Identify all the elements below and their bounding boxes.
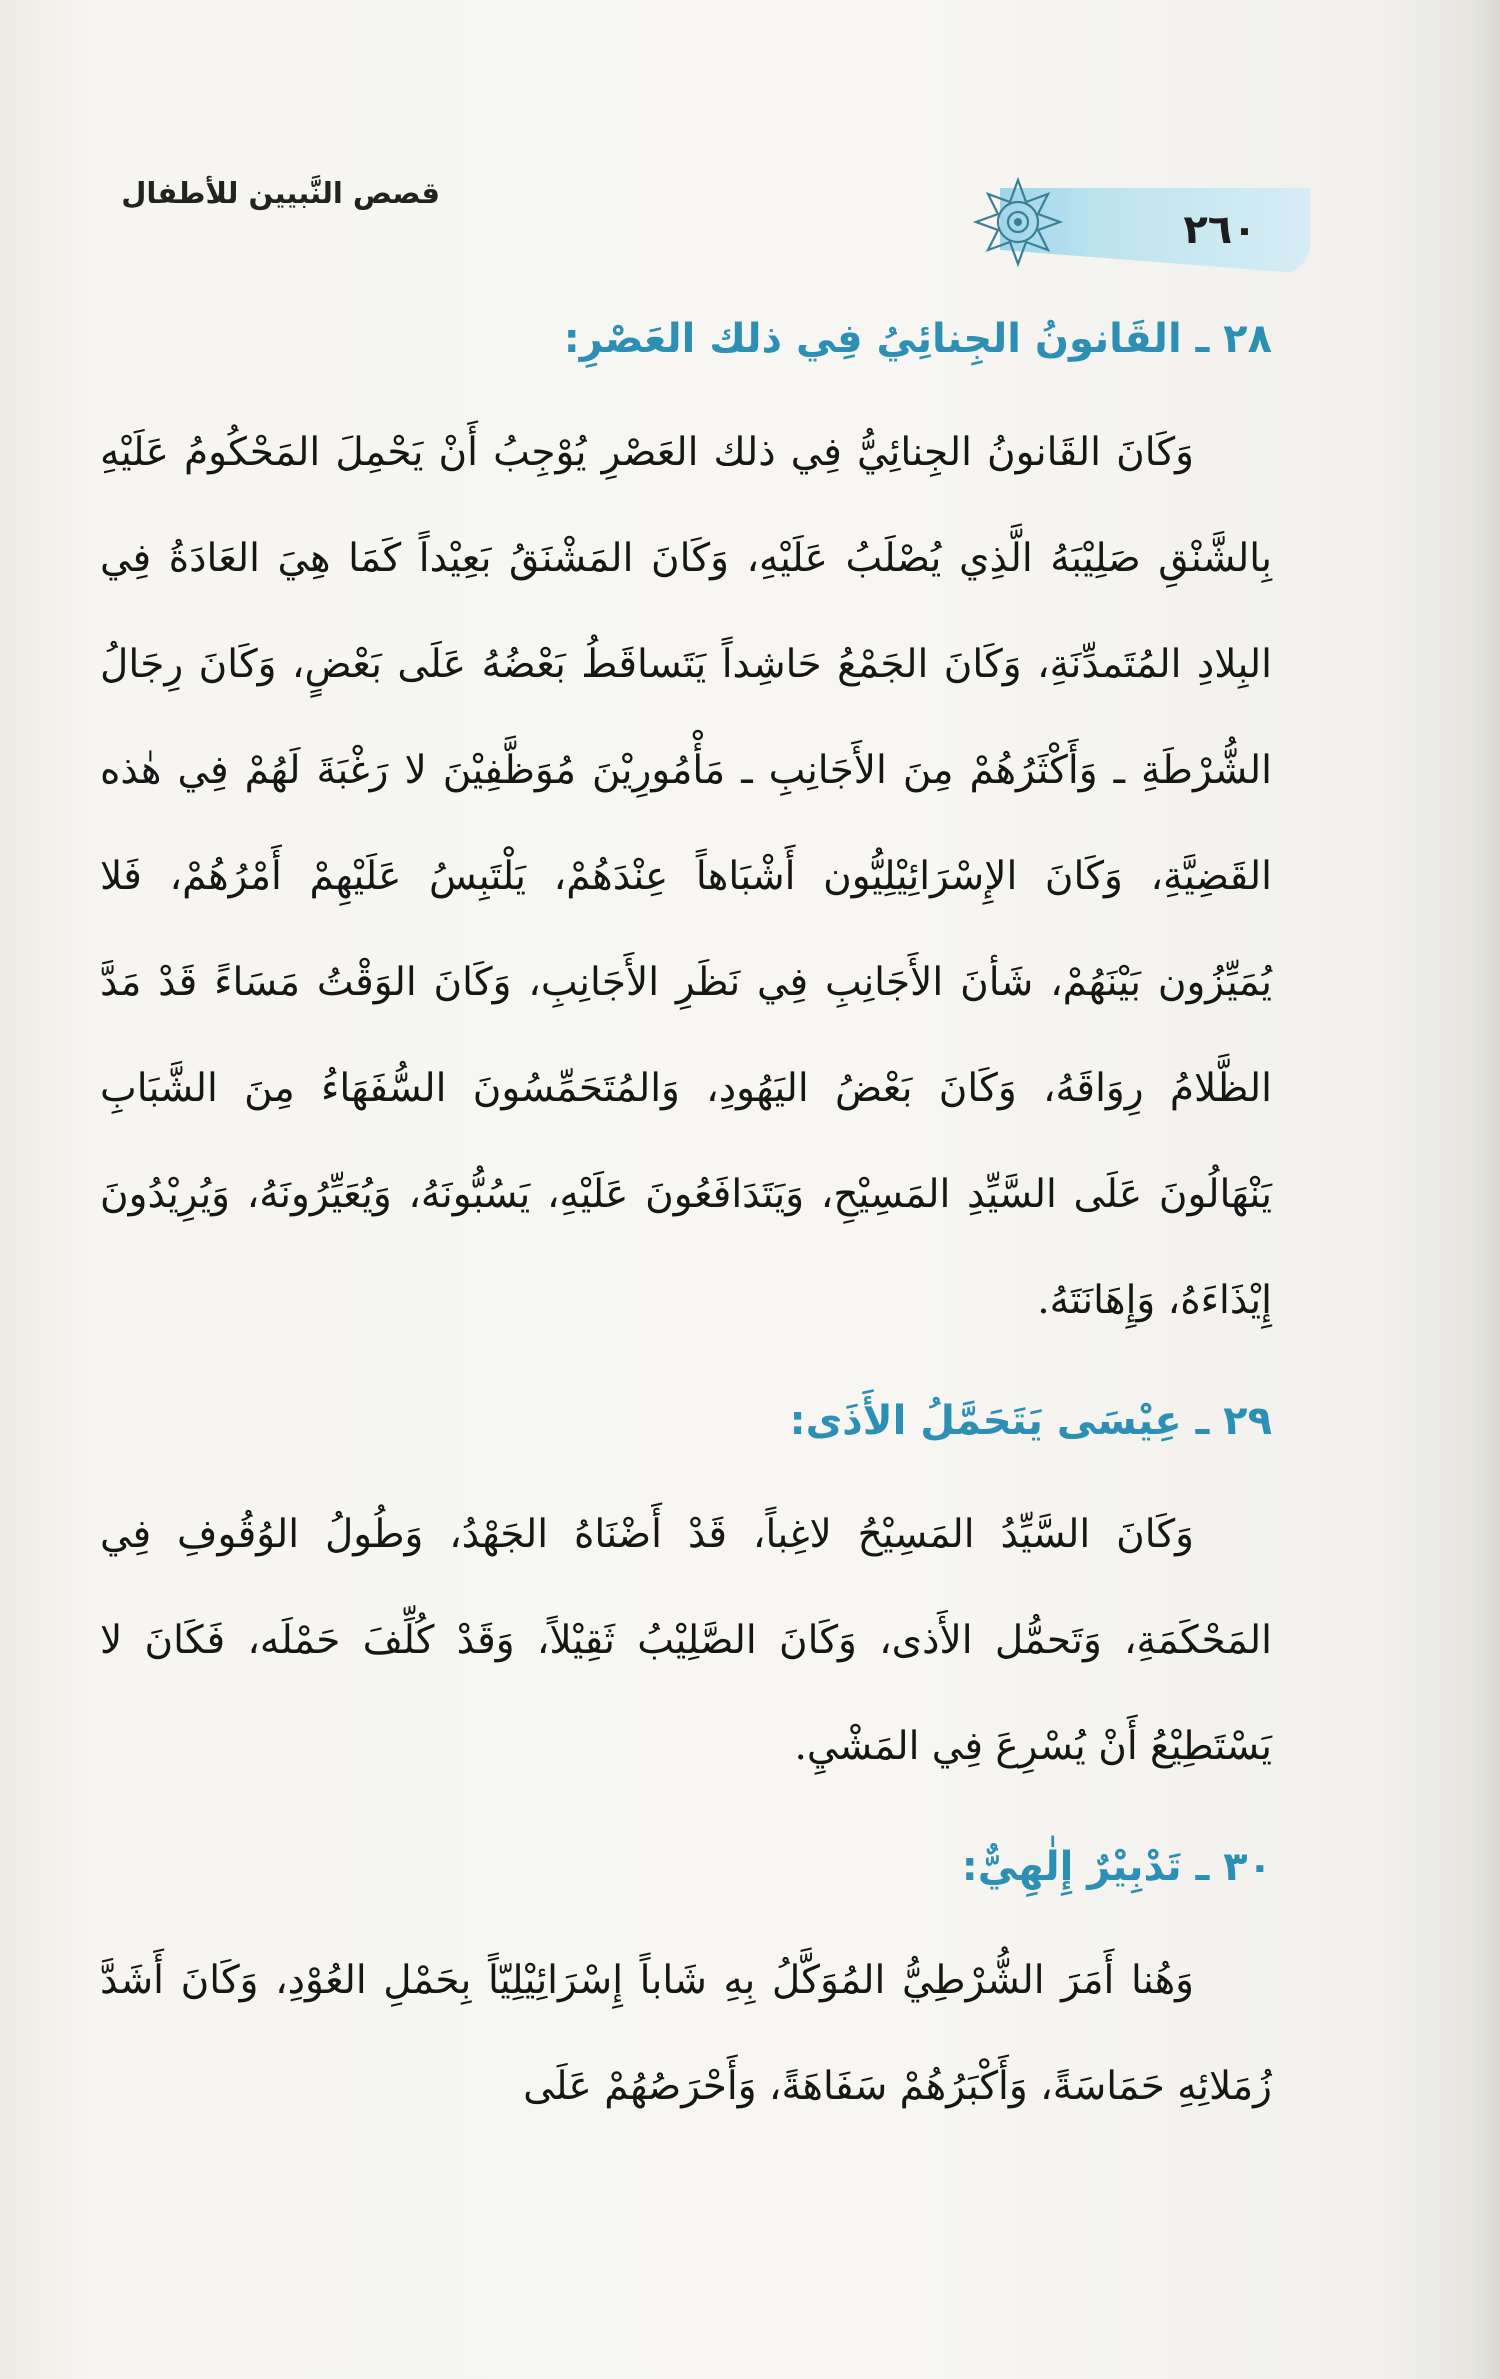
page-content: [100, 306, 1272, 2140]
section-heading-28: ٢٨ ـ القَانونُ الجِنائِيُ فِي ذلك العَصْرِ:: [563, 316, 1272, 362]
section-heading-30: ٣٠ ـ تَدْبِيْرٌ إِلٰهِيٌّ:: [961, 1844, 1272, 1890]
page-number: ٢٦٠: [1183, 207, 1257, 253]
rosette-ornament-icon: [968, 172, 1068, 272]
page-spine-shadow: [1470, 0, 1500, 2379]
section-paragraph-30: وَهُنا أَمَرَ الشُّرْطِيُّ المُوَكَّلُ بِهِ شَاباً إِسْرَائِيْلِيّاً بِحَمْلِ العُوْدِ، وَكَانَ أَشَدَّ زُمَلائِهِ حَمَاسَةً، وَأَكْبَرُهُمْ سَفَاهَةً، وَأَحْرَصُهُمْ عَلَى: [100, 1958, 1272, 2109]
running-book-title: قصص النَّبيين للأطفال: [121, 176, 440, 210]
section-paragraph-28: وَكَانَ القَانونُ الجِنائِيُّ فِي ذلك العَصْرِ يُوْجِبُ أَنْ يَحْمِلَ المَحْكُومُ عَلَيْهِ بِالشَّنْقِ صَلِيْبَهُ الَّذِي يُصْلَبُ عَلَيْهِ، وَكَانَ المَشْنَقُ بَعِيْداً كَمَا هِيَ العَادَةُ فِي البِلادِ المُتَمدِّنَةِ، وَكَانَ الجَمْعُ حَاشِداً يَتَساقَطُ بَعْضُهُ عَلَى بَعْضٍ، وَكَانَ رِجَالُ الشُّرْطَةِ ـ وَأَكْثَرُهُمْ مِنَ الأَجَانِبِ ـ مَأْمُورِيْنَ مُوَظَّفِيْنَ لا رَغْبَةَ لَهُمْ فِي هٰذه القَضِيَّةِ، وَكَانَ الإِسْرَائِيْلِيُّون أَشْبَاهاً عِنْدَهُمْ، يَلْتَبِسُ عَلَيْهِمْ أَمْرُهُمْ، فَلا يُمَيِّزُون بَيْنَهُمْ، شَأنَ الأَجَانِبِ فِي نَظَرِ الأَجَانِبِ، وَكَانَ الوَقْتُ مَسَاءً قَدْ مَدَّ الظَّلامُ رِوَاقَهُ، وَكَانَ بَعْضُ اليَهُودِ، وَالمُتَحَمِّسُونَ السُّفَهَاءُ مِنَ الشَّبَابِ يَنْهَالُونَ عَلَى السَّيِّدِ المَسِيْحِ، وَيَتَدَافَعُونَ عَلَيْهِ، يَسُبُّونَهُ، وَيُعَيِّرُونَهُ، وَيُرِيْدُونَ إِيْذَاءَهُ، وَإِهَانَتَهُ.: [100, 430, 1272, 1323]
section-paragraph-29: وَكَانَ السَّيِّدُ المَسِيْحُ لاغِباً، قَدْ أَضْنَاهُ الجَهْدُ، وَطُولُ الوُقُوفِ فِي المَحْكَمَةِ، وَتَحمُّل الأَذى، وَكَانَ الصَّلِيْبُ ثَقِيْلاً، وَقَدْ كُلِّفَ حَمْلَه، فَكَانَ لا يَسْتَطِيْعُ أَنْ يُسْرِعَ فِي المَشْيِ.: [100, 1512, 1272, 1769]
section-heading-29: ٢٩ ـ عِيْسَى يَتَحَمَّلُ الأَذَى:: [789, 1398, 1272, 1444]
